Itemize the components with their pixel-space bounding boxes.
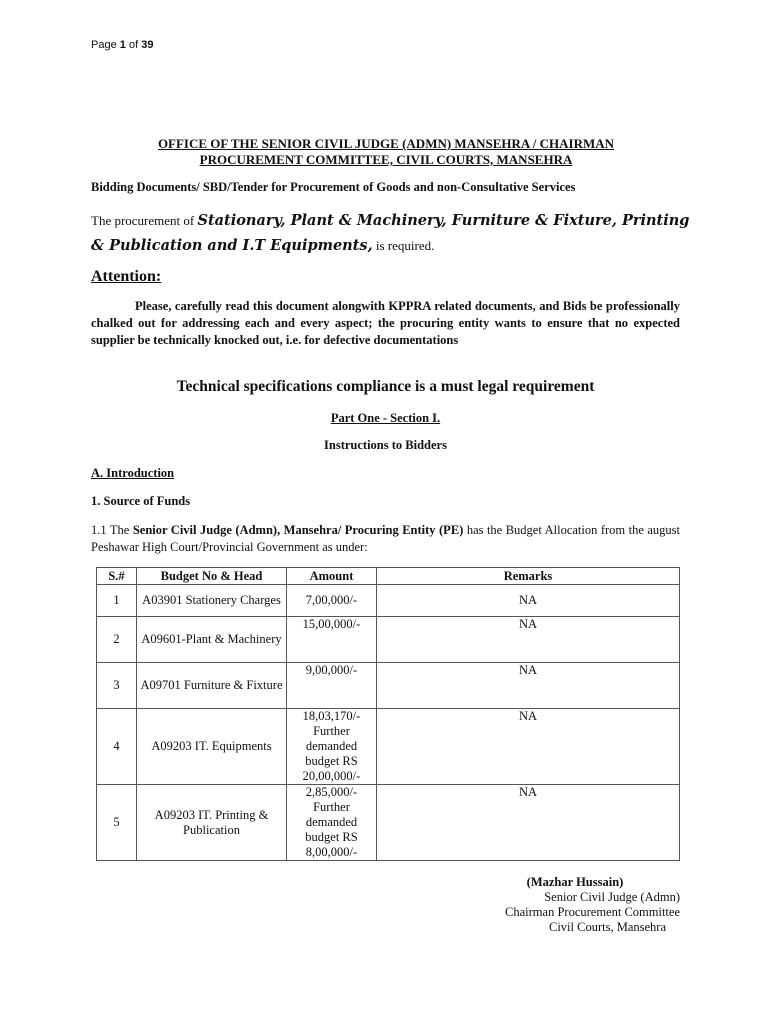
cell-amount: 18,03,170/- Further demanded budget RS 20,00,000/- [287,709,377,785]
signatory-name: (Mazhar Hussain) [526,875,624,889]
allocation-paragraph [91,522,680,556]
table-row [97,617,680,663]
cell-remarks: NA [377,663,680,709]
table-row [97,785,680,861]
cell-amount: 7,00,000/- [287,585,377,617]
table-row [97,663,680,709]
cell-budget-head: A09203 IT. Printing & Publication [137,785,287,861]
cell-budget-head: A09203 IT. Equipments [137,709,287,785]
allocation-entity: Senior Civil Judge (Admn), Mansehra/ Procuring Entity (PE) [132,523,464,537]
allocation-num: 1.1 The [91,523,130,537]
technical-compliance-heading: Technical specifications compliance is a must legal requirement [176,378,595,395]
cell-sn: 2 [97,617,137,663]
cell-remarks: NA [377,617,680,663]
office-title [96,136,676,168]
header-sn: S.# [97,568,137,585]
cell-remarks: NA [377,709,680,785]
cell-amount: 9,00,000/- [287,663,377,709]
table-row [97,585,680,617]
signatory-place: Civil Courts, Mansehra [548,920,666,934]
cell-sn: 4 [97,709,137,785]
signatory-title: Senior Civil Judge (Admn) [544,890,680,904]
introduction-heading: A. Introduction [91,466,175,480]
cell-sn: 1 [97,585,137,617]
part-one-heading: Part One - Section I. [330,411,441,425]
signature-block [440,875,680,935]
page-current: 1 [119,39,126,51]
page-prefix: Page [91,39,117,51]
table-row [97,709,680,785]
office-title-line2: PROCUREMENT COMMITTEE, CIVIL COURTS, MANSEHRA [199,152,573,167]
cell-budget-head: A09701 Furniture & Fixture [137,663,287,709]
procurement-prefix: The procurement of [91,213,195,228]
cell-amount: 15,00,000/- [287,617,377,663]
allocation-rest: has the Budget Allocation from the august Peshawar High Court/Provincial Government as under: [91,523,681,554]
cell-budget-head: A09601-Plant & Machinery [137,617,287,663]
cell-remarks: NA [377,785,680,861]
procurement-items: Stationary, Plant & Machinery, Furniture & Fixture, Printing & Publication and I.T Equipments, [91,212,690,254]
bidding-documents-line: Bidding Documents/ SBD/Tender for Procurement of Goods and non-Consultative Services [91,180,576,194]
cell-remarks: NA [377,585,680,617]
signatory-role: Chairman Procurement Committee [505,905,680,919]
page-total: 39 [141,39,154,51]
header-remarks: Remarks [377,568,680,585]
procurement-statement [91,208,691,258]
budget-table [96,567,680,861]
instructions-heading: Instructions to Bidders [324,438,447,452]
header-amount: Amount [287,568,377,585]
cell-budget-head: A03901 Stationery Charges [137,585,287,617]
page-number [91,39,153,51]
header-budget-head: Budget No & Head [137,568,287,585]
page-of: of [128,39,139,51]
cell-sn: 5 [97,785,137,861]
table-header-row [97,568,680,585]
attention-body: Please, carefully read this document alongwith KPPRA related documents, and Bids be professionally chalked out for addressing each and every aspect; the procuring entity wants to ensure that no expected supplier be technically knocked out, i.e. for defective documentations [91,299,680,347]
source-of-funds-heading: 1. Source of Funds [91,494,191,508]
cell-amount: 2,85,000/- Further demanded budget RS 8,00,000/- [287,785,377,861]
attention-heading: Attention: [91,268,162,285]
procurement-suffix: is required. [375,238,435,253]
office-title-line1: OFFICE OF THE SENIOR CIVIL JUDGE (ADMN) MANSEHRA / CHAIRMAN [157,136,615,151]
cell-sn: 3 [97,663,137,709]
